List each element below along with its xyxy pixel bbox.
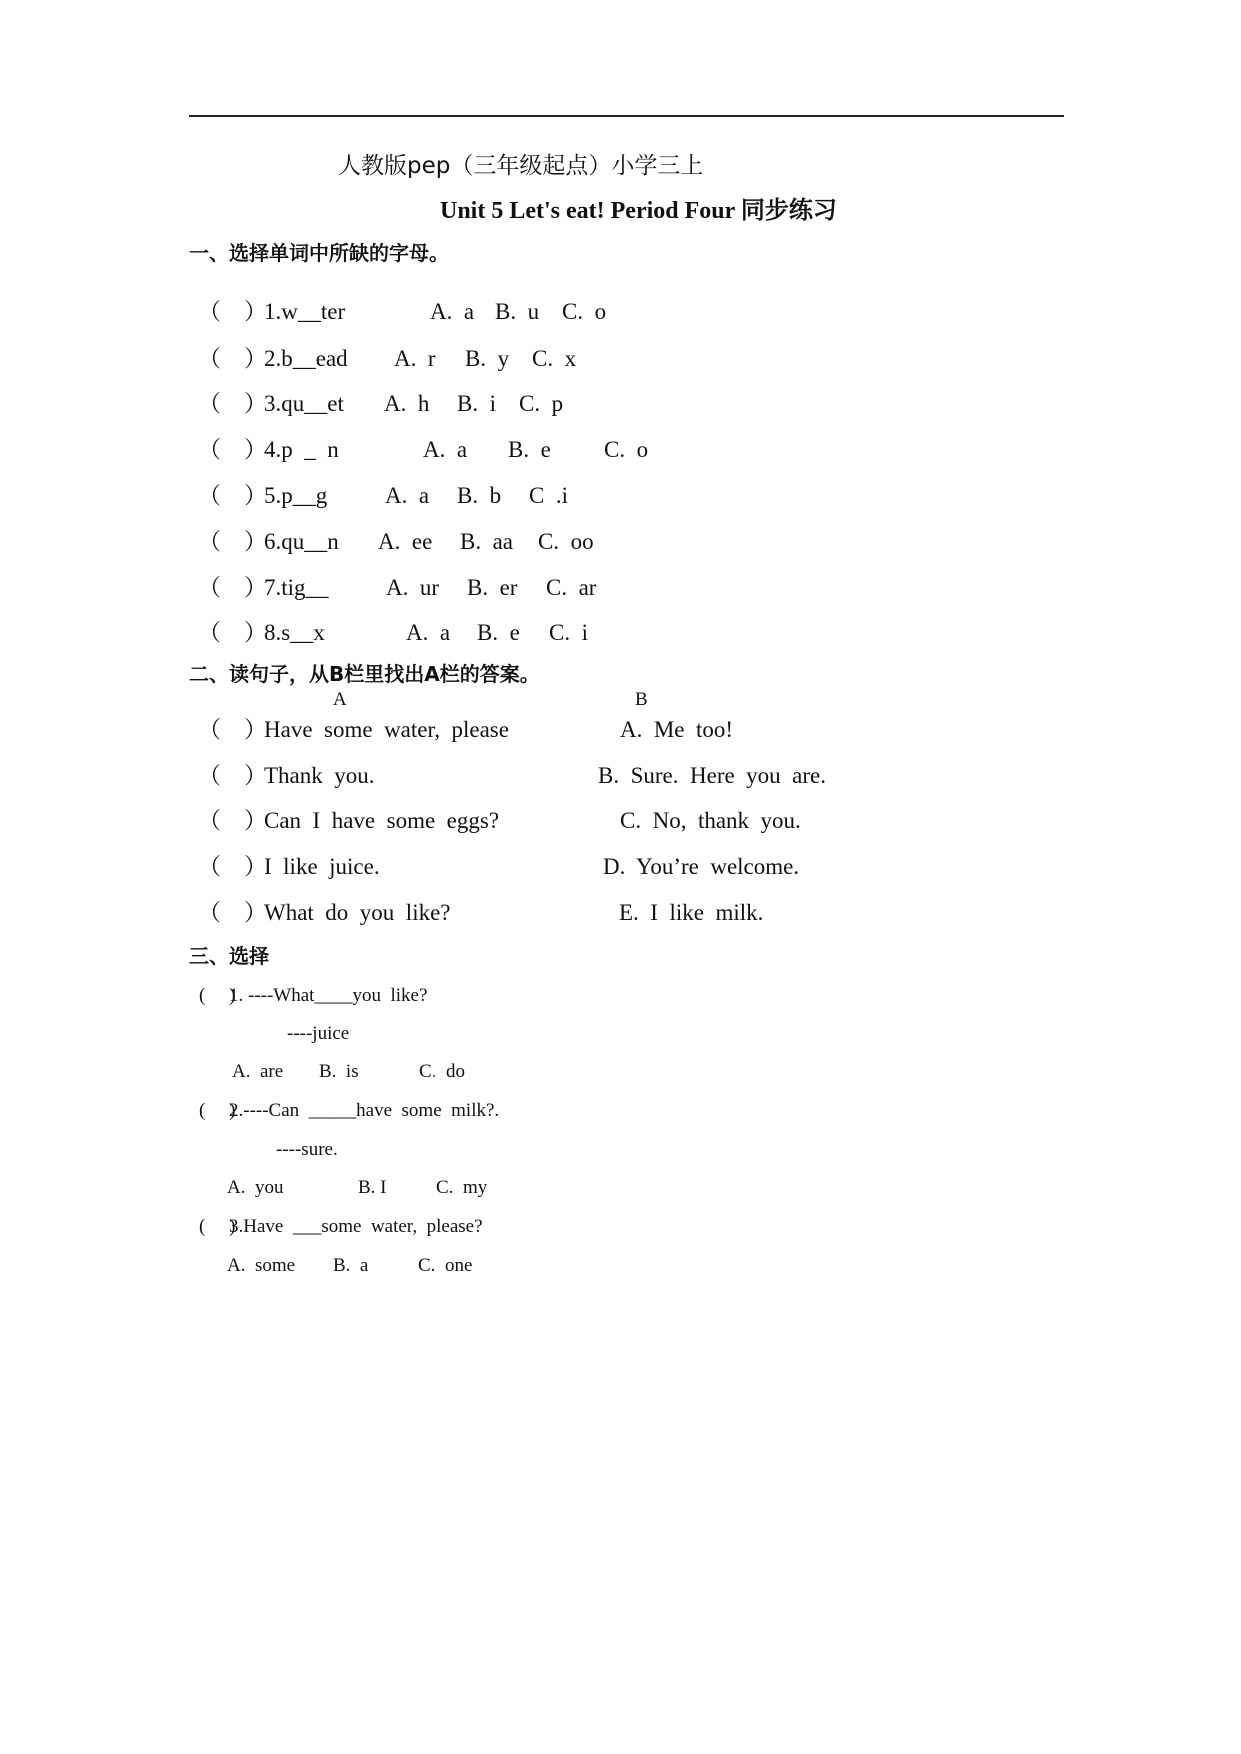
answer-bracket[interactable]: （ ） [198, 900, 267, 925]
option-c: C. o [562, 299, 607, 324]
answer-bracket[interactable]: （ ） [198, 346, 267, 371]
question-text: 2.b__ead [264, 346, 348, 371]
column-b-label: B [635, 689, 648, 710]
question-text: 4.p _ n [264, 437, 339, 462]
option-a: A. a [423, 437, 468, 462]
question-text: 2.----Can _____have some milk?. [229, 1100, 500, 1121]
option-c: C. ar [546, 575, 597, 600]
sentence-a: Have some water, please [264, 717, 509, 742]
answer-bracket[interactable]: ( ) [199, 1100, 236, 1121]
option-a: A. some [227, 1255, 296, 1276]
question-text: 3.Have ___some water, please? [229, 1216, 483, 1237]
option-b: B. e [477, 620, 520, 645]
option-c: C .i [529, 483, 568, 508]
sentence-a: I like juice. [264, 854, 380, 879]
answer-bracket[interactable]: ( ) [199, 985, 236, 1006]
option-b: B. b [457, 483, 502, 508]
option-b: B. e [508, 437, 551, 462]
option-b: B. u [495, 299, 540, 324]
question-text: 5.p__g [264, 483, 328, 508]
option-b: B. a [333, 1255, 369, 1276]
option-c: C. do [419, 1061, 465, 1082]
page-title: 人教版pep（三年级起点）小学三上 [338, 153, 704, 179]
answer-b: D. You’re welcome. [603, 854, 800, 879]
option-c: C. o [604, 437, 649, 462]
answer-bracket[interactable]: ( ) [199, 1216, 236, 1237]
option-a: A. a [406, 620, 451, 645]
section3-heading: 三、选择 [189, 944, 269, 968]
answer-b: C. No, thank you. [620, 808, 801, 833]
option-a: A. a [385, 483, 430, 508]
reply-text: ----juice [287, 1023, 350, 1044]
option-a: A. you [227, 1177, 284, 1198]
question-text: 7.tig__ [264, 575, 329, 600]
option-b: B. y [465, 346, 510, 371]
column-a-label: A [333, 689, 347, 710]
answer-bracket[interactable]: （ ） [198, 391, 267, 416]
answer-bracket[interactable]: （ ） [198, 299, 267, 324]
answer-bracket[interactable]: （ ） [198, 763, 267, 788]
option-b: B. i [457, 391, 496, 416]
answer-bracket[interactable]: （ ） [198, 529, 267, 554]
sentence-a: What do you like? [264, 900, 451, 925]
header-rule [189, 115, 1064, 117]
option-c: C. one [418, 1255, 473, 1276]
answer-b: B. Sure. Here you are. [598, 763, 827, 788]
answer-bracket[interactable]: （ ） [198, 437, 267, 462]
option-c: C. p [519, 391, 564, 416]
section2-heading: 二、读句子，从B栏里找出A栏的答案。 [189, 662, 540, 686]
answer-bracket[interactable]: （ ） [198, 717, 267, 742]
option-c: C. my [436, 1177, 488, 1198]
sentence-a: Can I have some eggs? [264, 808, 500, 833]
option-b: B. aa [460, 529, 514, 554]
option-b: B. is [319, 1061, 359, 1082]
sentence-a: Thank you. [264, 763, 375, 788]
option-a: A. r [394, 346, 436, 371]
option-a: A. are [232, 1061, 284, 1082]
answer-b: E. I like milk. [619, 900, 764, 925]
option-a: A. h [384, 391, 430, 416]
answer-bracket[interactable]: （ ） [198, 620, 267, 645]
question-text: 1.w__ter [264, 299, 346, 324]
option-b: B. I [358, 1177, 387, 1198]
option-c: C. oo [538, 529, 594, 554]
answer-b: A. Me too! [620, 717, 734, 742]
answer-bracket[interactable]: （ ） [198, 808, 267, 833]
page-subtitle: Unit 5 Let's eat! Period Four 同步练习 [440, 198, 837, 224]
option-a: A. ur [386, 575, 440, 600]
answer-bracket[interactable]: （ ） [198, 854, 267, 879]
option-a: A. ee [378, 529, 433, 554]
option-b: B. er [467, 575, 518, 600]
answer-bracket[interactable]: （ ） [198, 483, 267, 508]
question-text: 6.qu__n [264, 529, 339, 554]
answer-bracket[interactable]: （ ） [198, 575, 267, 600]
option-c: C. x [532, 346, 577, 371]
question-text: 1. ----What____you like? [229, 985, 428, 1006]
option-c: C. i [549, 620, 588, 645]
reply-text: ----sure. [276, 1139, 338, 1160]
option-a: A. a [430, 299, 475, 324]
section1-heading: 一、选择单词中所缺的字母。 [189, 241, 449, 265]
question-text: 3.qu__et [264, 391, 344, 416]
question-text: 8.s__x [264, 620, 325, 645]
